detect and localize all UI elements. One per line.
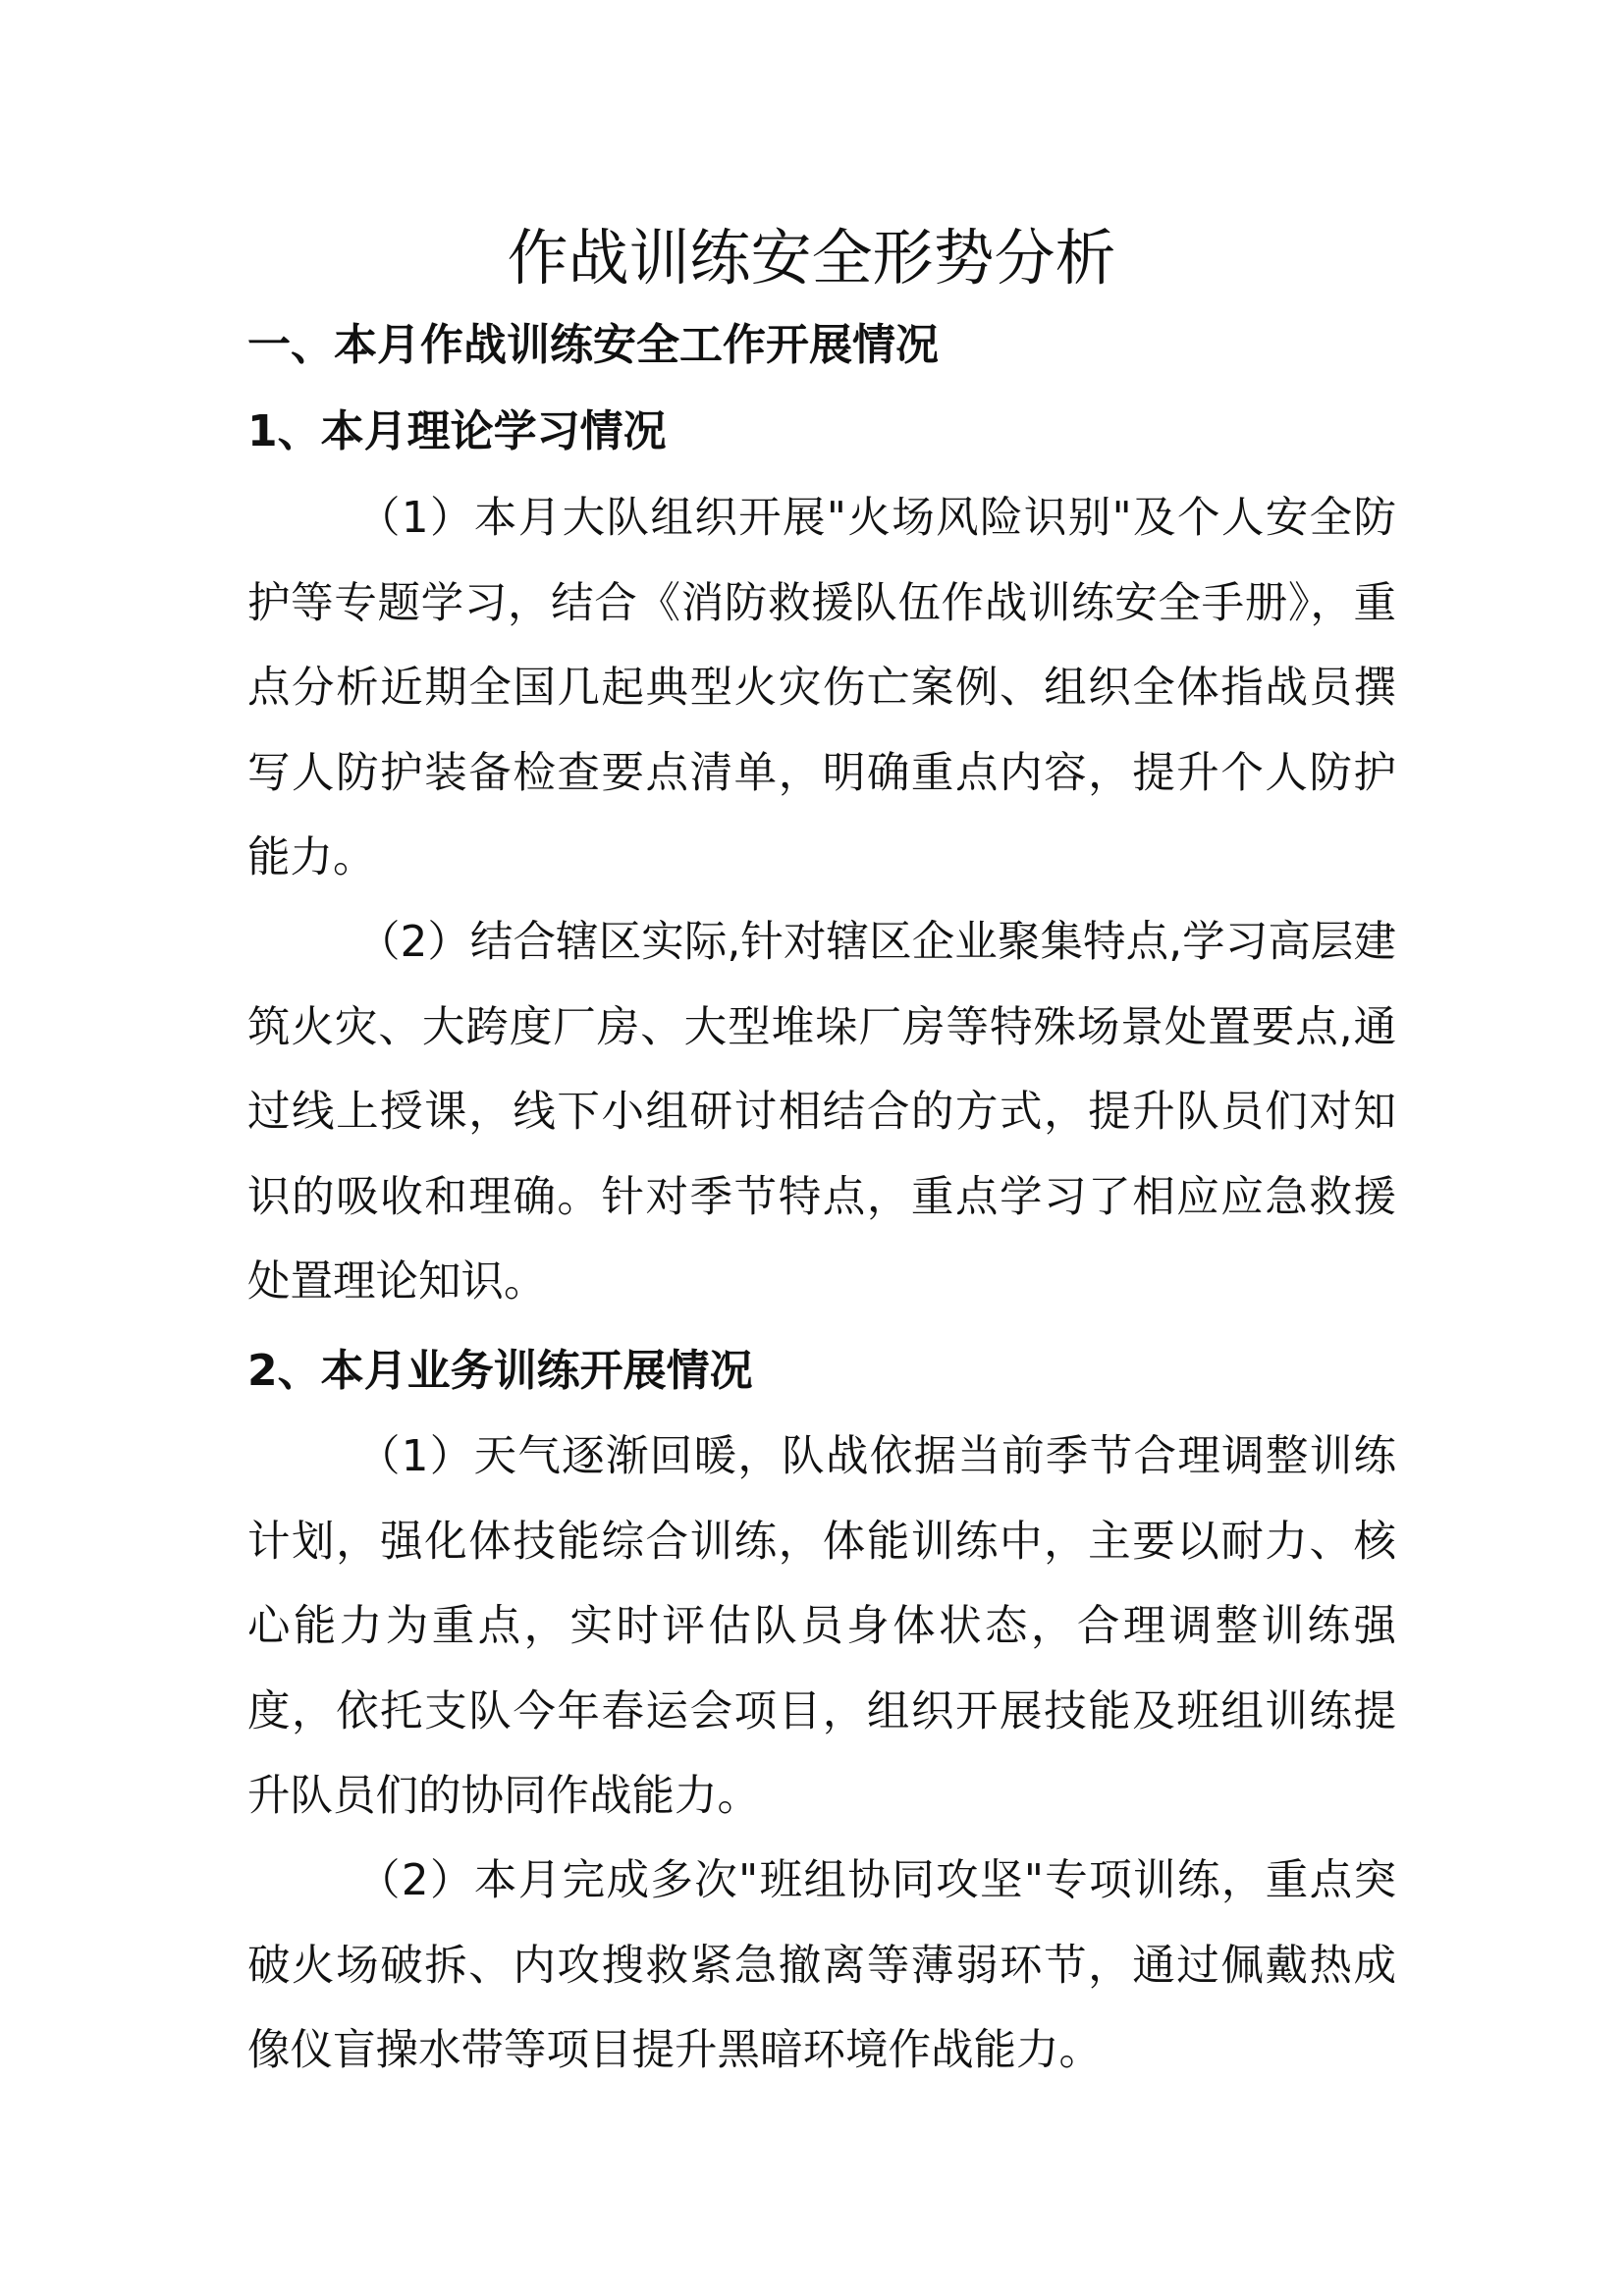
paragraph-1-1: （1）本月大队组织开展"火场风险识别"及个人安全防护等专题学习，结合《消防救援队伍作战训练安全手册》，重点分析近期全国几起典型火灾伤亡案例、组织全体指战员撰写人防护装备检查要点清单，明确重点内容，提升个人防护能力。 [247, 494, 1396, 882]
subsection-heading-1: 1、本月理论学习情况 [247, 406, 667, 456]
section-heading-1: 一、本月作战训练安全工作开展情况 [247, 320, 939, 370]
paragraph-2-2: （2）本月完成多次"班组协同攻坚"专项训练，重点突破火场破拆、内攻搜救紧急撤离等薄弱环节，通过佩戴热成像仪盲操水带等项目提升黑暗环境作战能力。 [247, 1856, 1396, 2075]
paragraph-2-1: （1）天气逐渐回暖，队战依据当前季节合理调整训练计划，强化体技能综合训练，体能训练中，主要以耐力、核心能力为重点，实时评估队员身体状态，合理调整训练强度，依托支队今年春运会项目，组织开展技能及班组训练提升队员们的协同作战能力。 [247, 1432, 1396, 1821]
subsection-heading-2: 2、本月业务训练开展情况 [247, 1346, 753, 1396]
paragraph-1-2: （2）结合辖区实际,针对辖区企业聚集特点,学习高层建筑火灾、大跨度厂房、大型堆垛厂房等特殊场景处置要点,通过线上授课，线下小组研讨相结合的方式，提升队员们对知识的吸收和理确。针对季节特点，重点学习了相应应急救援处置理论知识。 [247, 918, 1396, 1307]
document-title: 作战训练安全形势分析 [507, 222, 1116, 294]
